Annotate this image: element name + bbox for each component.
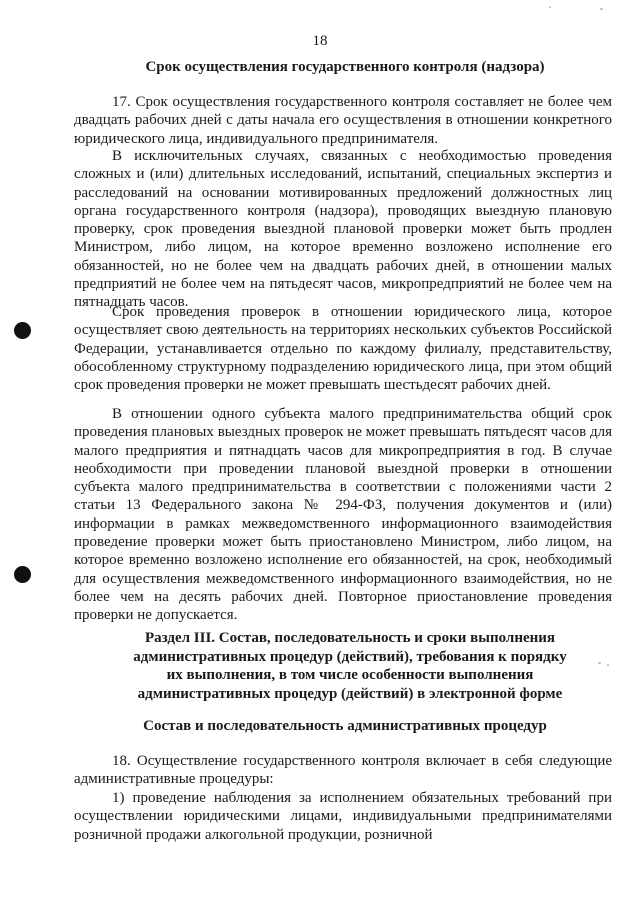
section-title-line: их выполнения, в том числе особенности выполнения <box>166 667 534 683</box>
punch-hole <box>14 322 31 339</box>
paragraph-17: 17. Срок осуществления государственного контроля составляет не более чем двадцать рабочих дней с даты начала его осуществления в отношении конкретного юридического лица, индивидуального предпринимателя. <box>74 94 612 147</box>
paragraph-small-business: В отношении одного субъекта малого предпринимательства общий срок проведения плановых выездных проверок не может превышать пятьдесят часов для малого предприятия и пятнадцать часов для микропредприятия в год. В случае необходимости при проведении плановой выездной проверки в отношении субъекта малого предпринимательства в соответствии с положениями части 2 статьи 13 Федерального закона № 294-ФЗ, получения документов и (или) информации в рамках межведомственного информационного взаимодействия проведение проверки может быть приостановлено Министром, либо лицом, на которое временно возложено исполнение его обязанностей, на срок, необходимый для осуществления межведомственного информационного взаимодействия, но не более чем на десять рабочих дней. Повторное приостановление проведения проверки не допускается. <box>74 406 612 624</box>
scan-speck <box>600 8 603 10</box>
scan-speck <box>549 6 551 8</box>
paragraph-branches: Срок проведения проверок в отношении юридического лица, которое осуществляет свою деятельность на территориях нескольких субъектов Российской Федерации, устанавливается отдельно по каждому филиалу, представительству, обособленному структурному подразделению юридического лица, при этом общий срок проведения проверки не может превышать шестьдесят рабочих дней. <box>74 304 612 394</box>
section-title-line: административных процедур (действий) в электронной форме <box>137 685 563 702</box>
heading-composition: Состав и последовательность административных процедур <box>143 718 547 734</box>
paragraph-exceptional-cases: В исключительных случаях, связанных с необходимостью проведения сложных и (или) длительных исследований, испытаний, специальных экспертиз и расследований на основании мотивированных предложений должностных лиц органа государственного контроля (надзора), проводящих выездную плановую проверку, срок проведения выездной плановой проверки может быть продлен Министром, либо лицом, на которое временно возложено исполнение его обязанностей, но не более чем на двадцать рабочих дней, в отношении малых предприятий не более чем на пятьдесят часов, микропредприятий не более чем на пятнадцать часов. <box>74 148 612 311</box>
section-title-line: Раздел III. Состав, последовательность и сроки выполнения <box>144 630 556 646</box>
list-item-1: 1) проведение наблюдения за исполнением обязательных требований при осуществлении юридическими лицами, индивидуальными предпринимателями розничной продажи алкогольной продукции, розничной <box>74 790 612 843</box>
section-title-line: административных процедур (действий), требования к порядку <box>133 648 567 665</box>
punch-hole <box>14 566 31 583</box>
paragraph-18: 18. Осуществление государственного контроля включает в себя следующие административные процедуры: <box>74 753 612 788</box>
section-title <box>80 629 620 703</box>
scan-speck <box>598 662 601 664</box>
page-number: 18 <box>312 33 328 49</box>
scan-speck <box>607 664 609 666</box>
heading-term: Срок осуществления государственного контроля (надзора) <box>145 59 545 75</box>
